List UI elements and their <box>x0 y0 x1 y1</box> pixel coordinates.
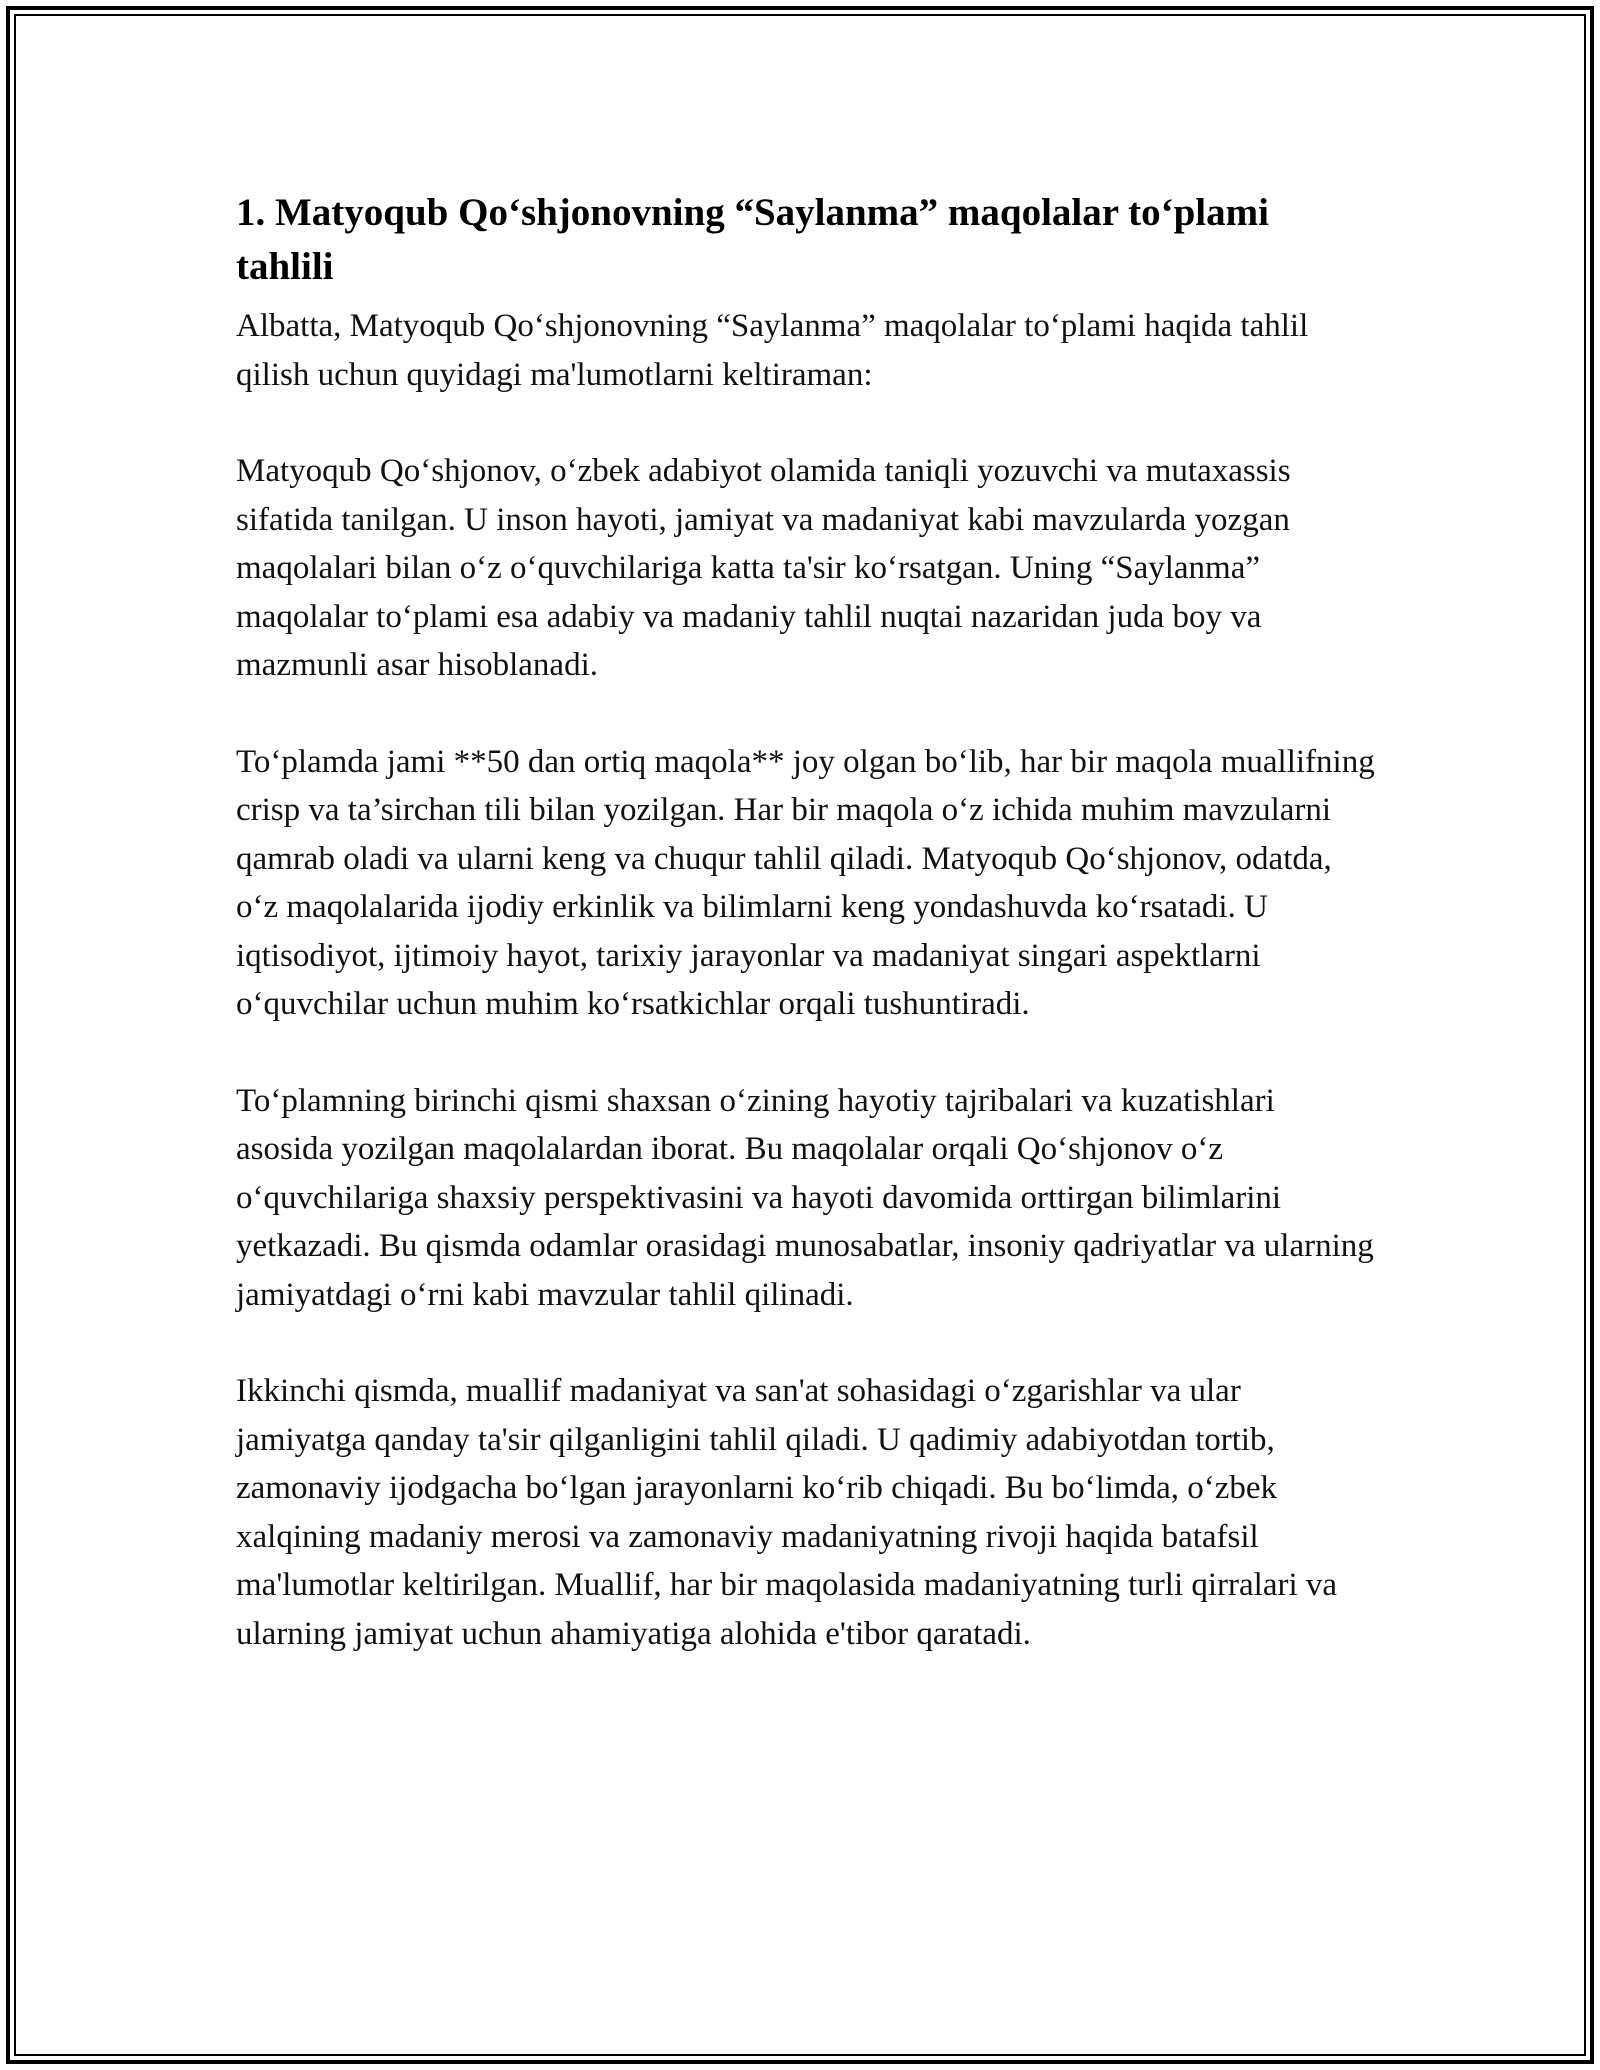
paragraph-collection: To‘plamda jami **50 dan ortiq maqola** joy olgan bo‘lib, har bir maqola muallifning crisp va ta’sirchan tili bilan yozilgan. Har bir maqola o‘z ichida muhim mavzularni qamrab oladi va ularni keng va chuqur tahlil qiladi. Matyoqub Qo‘shjonov, odatda, o‘z maqolalarida ijodiy erkinlik va bilimlarni keng yondashuvda ko‘rsatadi. U iqtisodiyot, ijtimoiy hayot, tarixiy jarayonlar va madaniyat singari aspektlarni o‘quvchilar uchun muhim ko‘rsatkichlar orqali tushuntiradi. <box>236 743 1375 1022</box>
paragraph-part-one: To‘plamning birinchi qismi shaxsan o‘zining hayotiy tajribalari va kuzatishlari asosida yozilgan maqolalardan iborat. Bu maqolalar orqali Qo‘shjonov o‘z o‘quvchilariga shaxsiy perspektivasini va hayoti davomida orttirgan bilimlarini yetkazadi. Bu qismda odamlar orasidagi munosabatlar, insoniy qadriyatlar va ularning jamiyatdagi o‘rni kabi mavzular tahlil qilinadi. <box>236 1082 1374 1313</box>
document-title: 1. Matyoqub Qo‘shjonovning “Saylanma” maqolalar to‘plami tahlili <box>236 191 1269 288</box>
document-body <box>236 186 1376 1706</box>
paragraph-part-two: Ikkinchi qismda, muallif madaniyat va san'at sohasidagi o‘zgarishlar va ular jamiyatga qanday ta'sir qilganligini tahlil qiladi. U qadimiy adabiyotdan tortib, zamonaviy ijodgacha bo‘lgan jarayonlarni ko‘rib chiqadi. Bu bo‘limda, o‘zbek xalqining madaniy merosi va zamonaviy madaniyatning rivoji haqida batafsil ma'lumotlar keltirilgan. Muallif, har bir maqolasida madaniyatning turli qirralari va ularning jamiyat uchun ahamiyatiga alohida e'tibor qaratadi. <box>236 1373 1338 1652</box>
paragraph-author: Matyoqub Qo‘shjonov, o‘zbek adabiyot olamida taniqli yozuvchi va mutaxassis sifatida tanilgan. U inson hayoti, jamiyat va madaniyat kabi mavzularda yozgan maqolalari bilan o‘z o‘quvchilariga katta ta'sir ko‘rsatgan. Uning “Saylanma” maqolalar to‘plami esa adabiy va madaniy tahlil nuqtai nazaridan juda boy va mazmunli asar hisoblanadi. <box>236 453 1291 683</box>
paragraph-intro: Albatta, Matyoqub Qo‘shjonovning “Saylanma” maqolalar to‘plami haqida tahlil qilish uchun quyidagi ma'lumotlarni keltiraman: <box>236 308 1309 393</box>
